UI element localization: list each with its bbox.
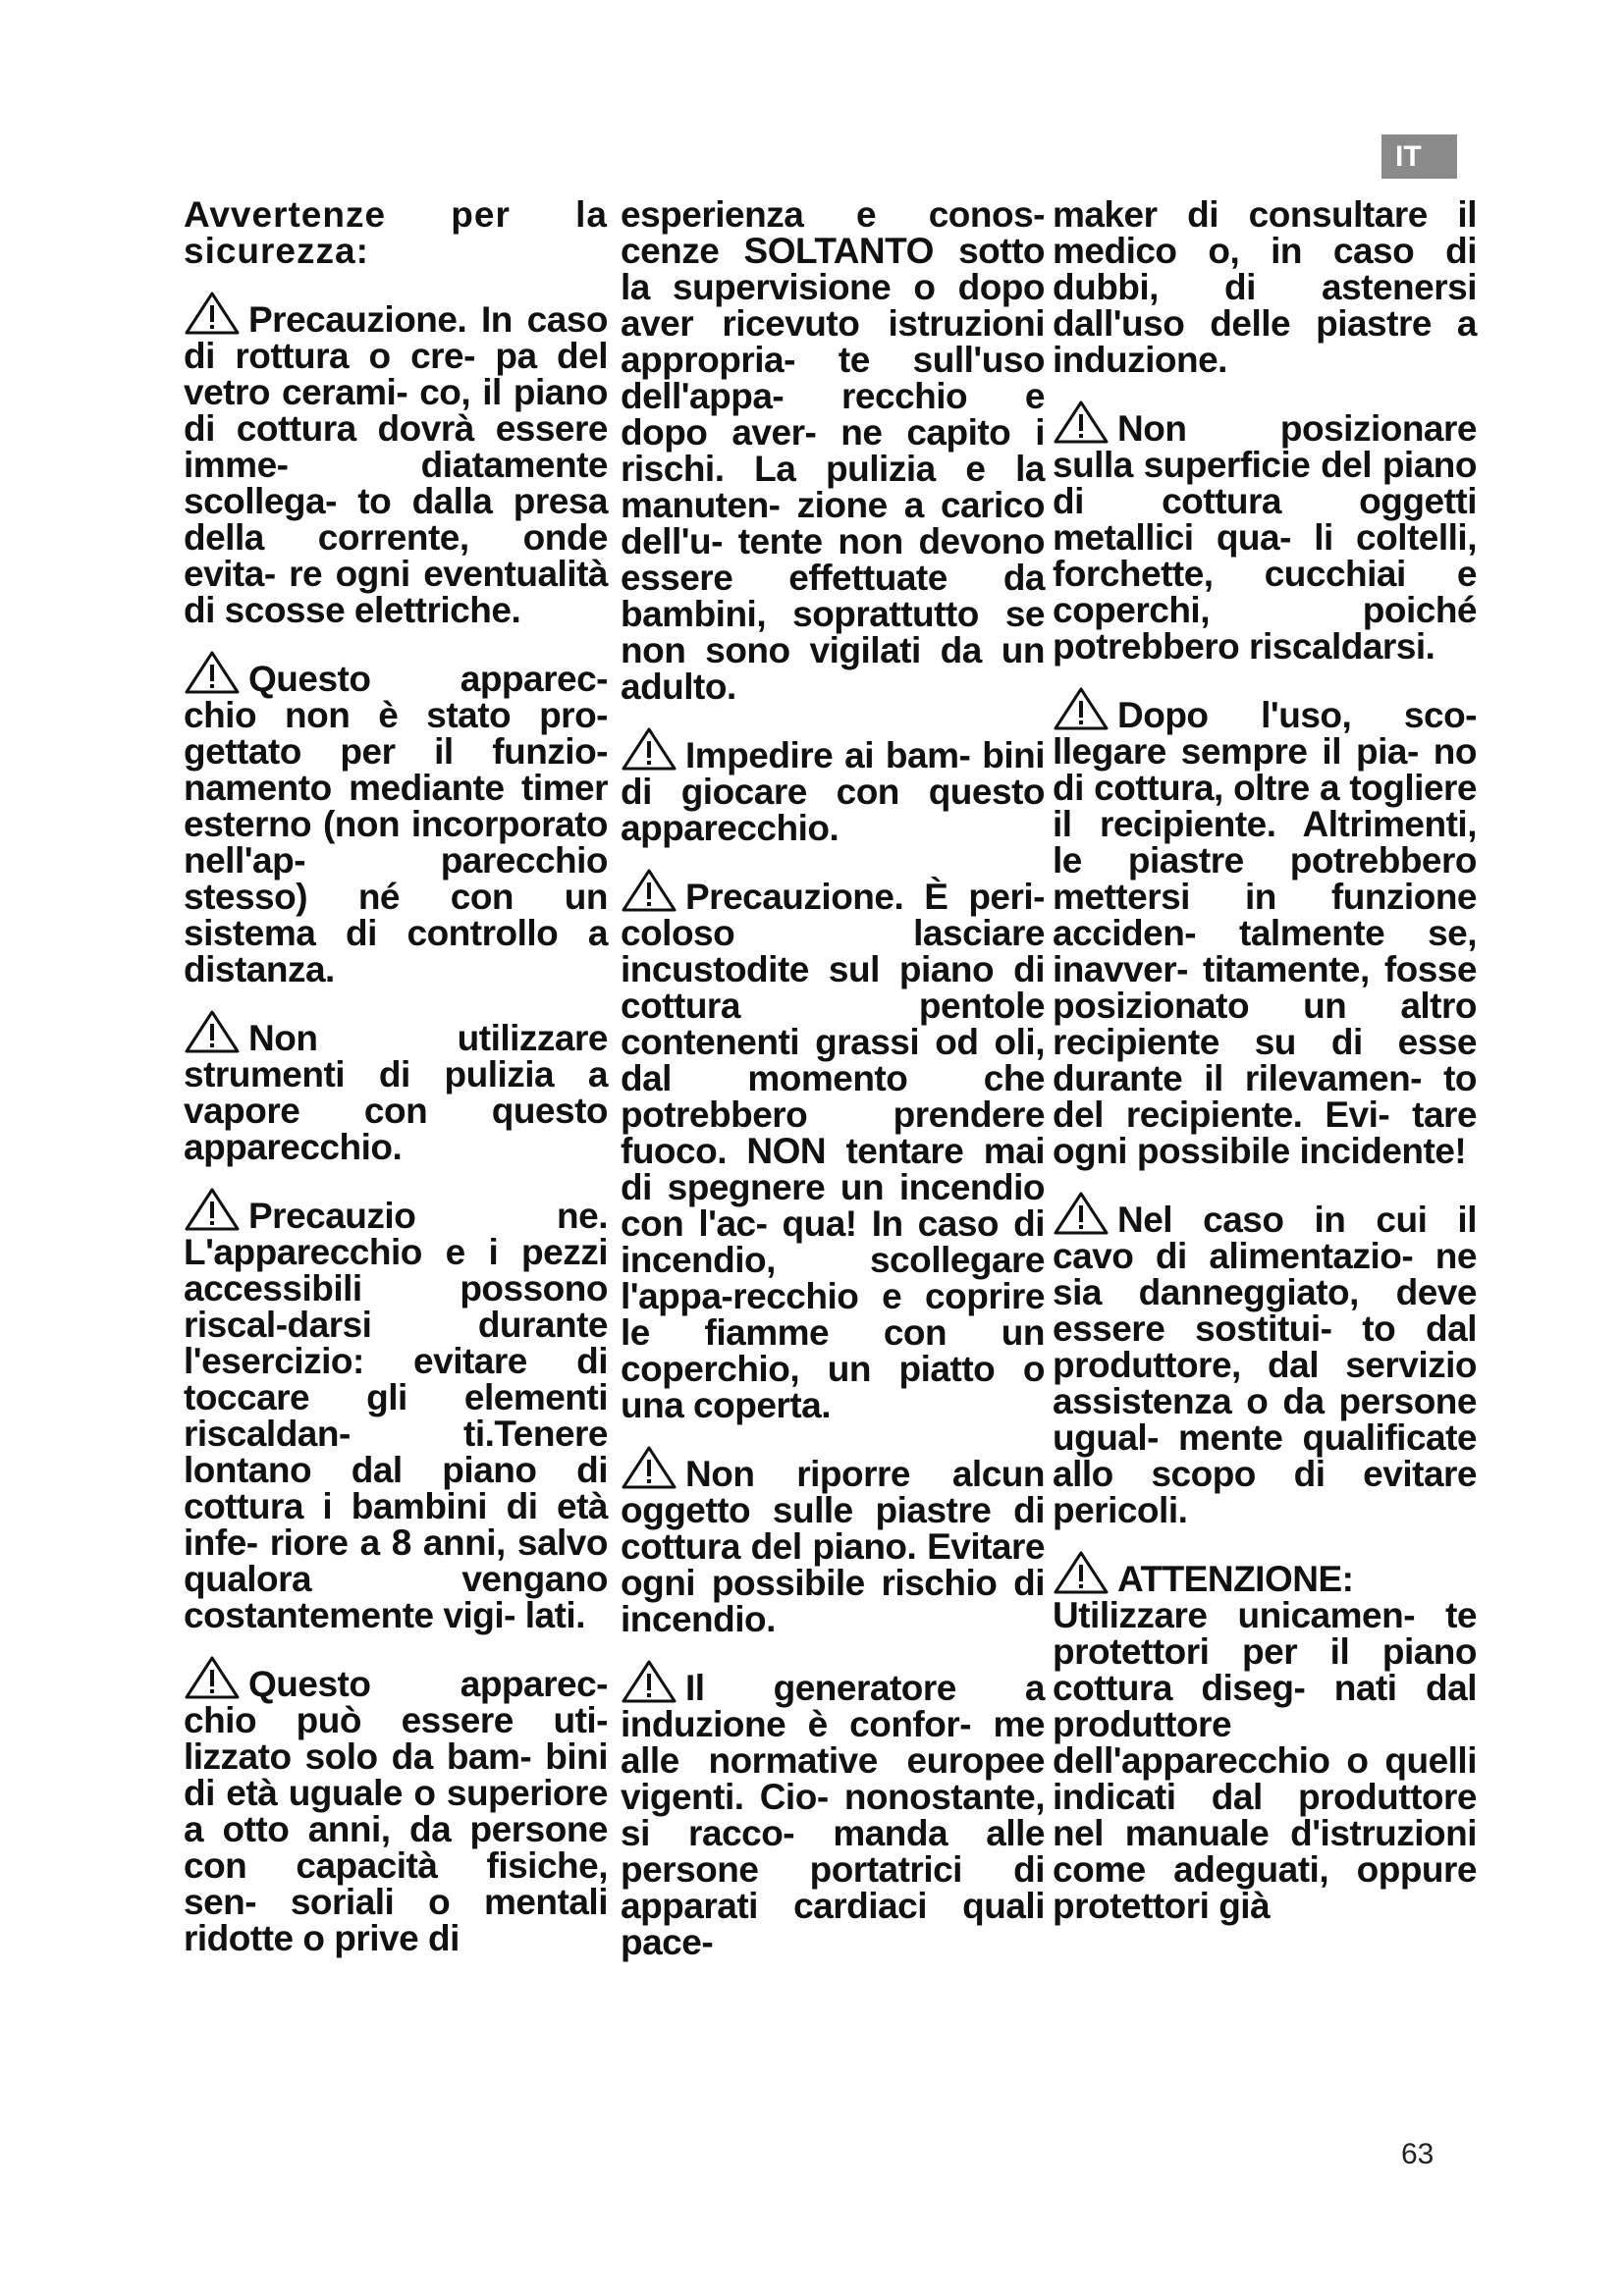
warning-text: Precauzio ne. L'apparecchio e i pezzi accessibili possono riscal-darsi durante l'esercizio: evitare di toccare gli elementi riscaldan- ti.Tenere lontano dal piano di cottura i bambini di età infe- riore a 8 anni, salvo qualora vengano costantemente vigi- lati.: [184, 1196, 608, 1635]
warning-paragraph: [1053, 1191, 1477, 1528]
warning-paragraph: [1053, 686, 1477, 1169]
warning-triangle-icon: [1053, 686, 1110, 731]
warning-text: Precauzione. È peri-coloso lasciare incustodite sul piano di cottura pentole contenenti grassi od oli, dal momento che potrebbero prendere fuoco. NON tentare mai di spegnere un incendio con l'ac- qua! In caso di incendio, scollegare l'appa-recchio e coprire le fiamme con un coperchio, un piatto o una coperta.: [621, 877, 1045, 1425]
text-column-2: [621, 196, 1045, 1982]
warning-triangle-icon: [621, 868, 677, 913]
text-column-3: [1053, 196, 1477, 1946]
warning-triangle-icon: [621, 1659, 677, 1704]
continued-paragraph: maker di consultare il medico o, in caso di dubbi, di astenersi dall'uso delle piastre a induzione.: [1053, 194, 1477, 380]
warning-text: Non posizionare sulla superficie del piano di cottura oggetti metallici qua- li coltelli, forchette, cucchiai e coperchi, poiché potrebbero riscaldarsi.: [1053, 408, 1477, 667]
warning-triangle-icon: [184, 650, 241, 695]
language-badge: IT: [1381, 134, 1457, 179]
warning-triangle-icon: [1053, 400, 1110, 445]
warning-paragraph: [621, 1659, 1045, 1960]
warning-paragraph: [184, 1187, 608, 1633]
warning-triangle-icon: [1053, 1191, 1110, 1236]
warning-paragraph: [184, 1655, 608, 1956]
warning-text: Non riporre alcun oggetto sulle piastre di cottura del piano. Evitare ogni possibile rischio di incendio.: [621, 1454, 1045, 1639]
warning-triangle-icon: [184, 1655, 241, 1700]
warning-text: Precauzione. In caso di rottura o cre- pa del vetro cerami- co, il piano di cottura dovrà essere imme- diatamente scollega- to dalla presa della corrente, onde evita- re ogni eventualità di scosse elettriche.: [184, 299, 608, 630]
warning-paragraph: [621, 1445, 1045, 1637]
warning-triangle-icon: [621, 1445, 677, 1490]
warning-text: Dopo l'uso, sco- llegare sempre il pia- no di cottura, oltre a togliere il recipiente. Altrimenti, le piastre potrebbero mettersi in funzione acciden- talmente se, inavver- titamente, fosse posizionato un altro recipiente su di esse durante il rilevamen- to del recipiente. Evi- tare ogni possibile incidente!: [1053, 695, 1477, 1171]
warning-triangle-icon: [621, 726, 677, 772]
warning-paragraph: [1053, 1550, 1477, 1924]
warning-text: Impedire ai bam- bini di giocare con questo apparecchio.: [621, 735, 1045, 848]
warning-paragraph: [184, 1009, 608, 1165]
page-number: 63: [1401, 2138, 1435, 2170]
warning-triangle-icon: [1053, 1550, 1110, 1595]
warning-paragraph: [621, 868, 1045, 1423]
warning-paragraph: [184, 291, 608, 628]
continued-paragraph: esperienza e conos- cenze SOLTANTO sotto la supervisione o dopo aver ricevuto istruzioni appropria- te sull'uso dell'appa- recchio e dopo aver- ne capito i rischi. La pulizia e la manuten- zione a carico dell'u- tente non devono essere effettuate da bambini, soprattutto se non sono vigilati da un adulto.: [621, 194, 1045, 707]
warning-text: ATTENZIONE: Utilizzare unicamen- te protettori per il piano cottura diseg- nati dal produttore dell'apparecchio o quelli indicati dal produttore nel manuale d'istruzioni come adeguati, oppure protettori già: [1053, 1559, 1477, 1926]
safety-heading: Avvertenze per la sicurezza:: [184, 194, 608, 271]
warning-paragraph: [621, 726, 1045, 846]
warning-text: Nel caso in cui il cavo di alimentazio- ne sia danneggiato, deve essere sostitui- to dal produttore, dal servizio assistenza o da persone ugual- mente qualificate allo scopo di evitare pericoli.: [1053, 1200, 1477, 1530]
warning-paragraph: [184, 650, 608, 988]
warning-triangle-icon: [184, 1009, 241, 1054]
warning-triangle-icon: [184, 291, 241, 336]
warning-text: Il generatore a induzione è confor- me alle normative europee vigenti. Cio- nonostante, si racco- manda alle persone portatrici di apparati cardiaci quali pace-: [621, 1668, 1045, 1962]
warning-text: Questo apparec- chio non è stato pro- gettato per il funzio- namento mediante timer esterno (non incorporato nell'ap- parecchio stesso) né con un sistema di controllo a distanza.: [184, 659, 608, 989]
warning-triangle-icon: [184, 1187, 241, 1232]
text-column-1: [184, 196, 608, 1978]
warning-text: Questo apparec- chio può essere uti- lizzato solo da bam- bini di età uguale o superiore a otto anni, da persone con capacità fisiche, sen- soriali o mentali ridotte o prive di: [184, 1664, 608, 1958]
warning-text: Non utilizzare strumenti di pulizia a vapore con questo apparecchio.: [184, 1018, 608, 1167]
warning-paragraph: [1053, 400, 1477, 665]
